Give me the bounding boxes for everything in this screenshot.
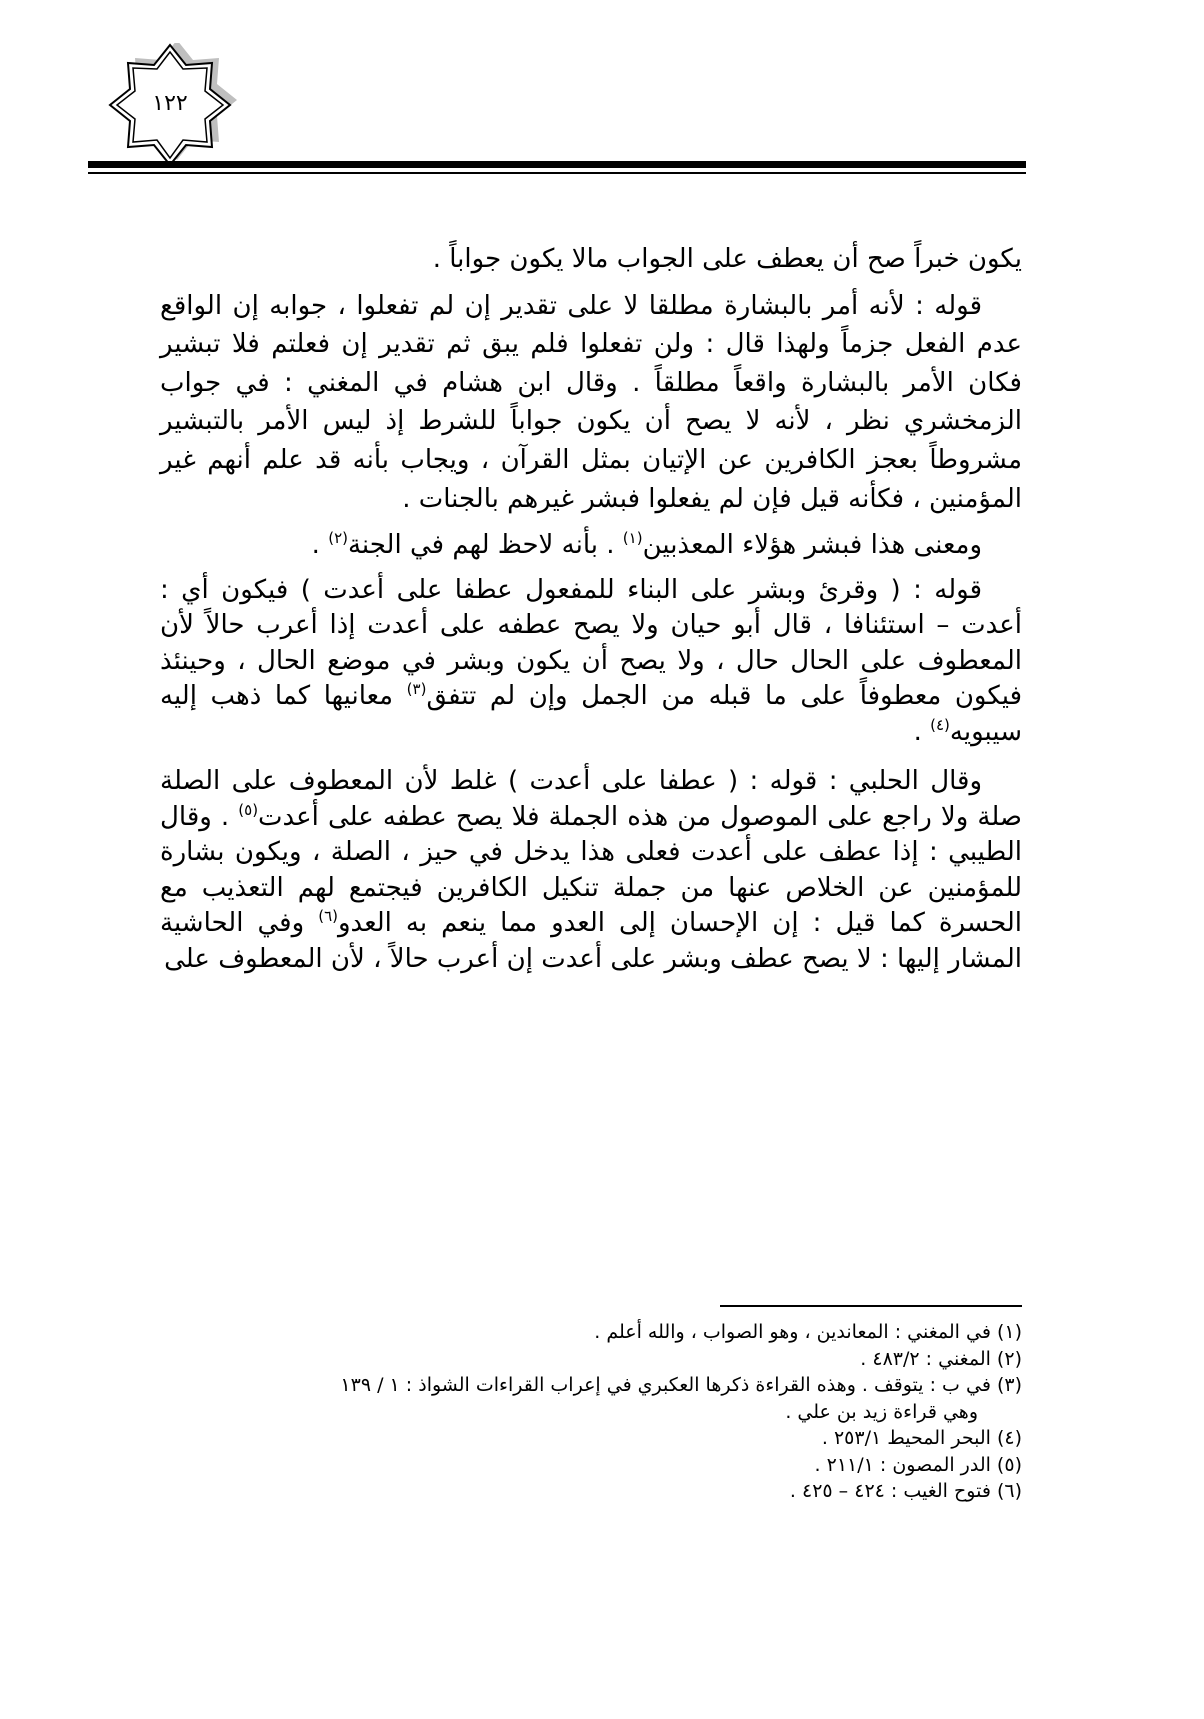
footnote-separator xyxy=(720,1305,1022,1307)
paragraph-5-text-c: وفي الحاشية المشار إليها : لا يصح عطف وبشر على أعدت إن أعرب حالاً ، لأن المعطوف على xyxy=(160,908,1022,974)
paragraph-5-text-a: وقال الحلبي : قوله : ( عطفا على أعدت ) غلط لأن المعطوف على الصلة صلة ولا راجع على الموصول من هذه الجملة فلا يصح عطفه على أعدت xyxy=(160,766,1022,832)
paragraph-5-text-b: . وقال الطيبي : إذا عطف على أعدت فعلى هذا يدخل في حيز ، الصلة ، ويكون بشارة للمؤمنين عن الخلاص عنها من جملة تنكيل الكافرين فيجتمع لهم التعذيب مع الحسرة كما قيل : إن الإحسان إلى العدو مما ينعم به العدو xyxy=(160,801,1023,939)
paragraph-1: يكون خبراً صح أن يعطف على الجواب مالا يكون جواباً . xyxy=(432,244,1022,274)
header-rule-thick xyxy=(88,161,1026,168)
paragraph-3-text-b: . بأنه لاحظ لهم في الجنة xyxy=(347,530,623,561)
footnote-2: (٢) المغني : ٤٨٣/٢ . xyxy=(860,1347,1022,1370)
paragraph-3-text-c: . xyxy=(311,530,329,561)
footnote-ref-2: (٢) xyxy=(328,529,348,548)
footnote-6: (٦) فتوح الغيب : ٤٢٤ – ٤٢٥ . xyxy=(789,1480,1022,1502)
paragraph-5 xyxy=(160,764,1022,977)
header-rule-thin xyxy=(88,172,1026,174)
footnote-3-continuation: وهي قراءة زيد بن علي . xyxy=(785,1400,978,1423)
main-text xyxy=(160,240,1022,977)
paragraph-4-text-a: قوله : ( وقرئ وبشر على البناء للمفعول عطفا على أعدت ) فيكون أي : أعدت – استئنافا ، قال أبو حيان ولا يصح عطفه على أعدت إذا أعرب حالاً لأن المعطوف على الحال حال ، ولا يصح أن يكون وبشر في موضع الحال ، وحينئذ فيكون معطوفاً على ما قبله من الجمل وإن لم تتفق xyxy=(160,574,1022,712)
footnotes xyxy=(150,1319,1022,1505)
page-number-badge xyxy=(108,43,240,175)
paragraph-3 xyxy=(160,526,1022,565)
paragraph-3-text-a: ومعنى هذا فبشر هؤلاء المعذبين xyxy=(642,530,982,561)
footnote-1: (١) في المغني : المعاندين ، وهو الصواب ، والله أعلم . xyxy=(594,1321,1022,1343)
footnote-ref-5: (٥) xyxy=(238,800,259,819)
footnote-5: (٥) الدر المصون : ٢١١/١ . xyxy=(814,1453,1022,1476)
page-number: ١٢٢ xyxy=(152,91,188,116)
footnote-3: (٣) في ب : يتوقف . وهذه القراءة ذكرها العكبري في إعراب القراءات الشواذ : ١ / ١٣٩ xyxy=(340,1374,1022,1396)
paragraph-4 xyxy=(160,573,1022,751)
footnote-ref-3: (٣) xyxy=(406,680,427,699)
paragraph-2: قوله : لأنه أمر بالبشارة مطلقا لا على تقدير إن لم تفعلوا ، جوابه إن الواقع عدم الفعل جزماً ولهذا قال : ولن تفعلوا فلم يبق ثم تقدير إن فعلتم فلا تبشير فكان الأمر بالبشارة واقعاً مطلقاً . وقال ابن هشام في المغني : في جواب الزمخشري نظر ، لأنه لا يصح أن يكون جواباً للشرط إذ ليس الأمر بالتبشير مشروطاً بعجز الكافرين عن الإتيان بمثل القرآن ، ويجاب بأنه قد علم أنهم غير المؤمنين ، فكأنه قيل فإن لم يفعلوا فبشر غيرهم بالجنات . xyxy=(160,290,1022,514)
paragraph-4-text-c: . xyxy=(913,716,931,747)
footnote-ref-4: (٤) xyxy=(930,715,950,734)
footnote-ref-1: (١) xyxy=(622,529,643,548)
footnote-ref-6: (٦) xyxy=(318,907,338,926)
paragraph-4-text-b: معانيها كما ذهب إليه سيبويه xyxy=(160,681,1022,747)
footnote-4: (٤) البحر المحيط ٢٥٣/١ . xyxy=(821,1427,1022,1449)
